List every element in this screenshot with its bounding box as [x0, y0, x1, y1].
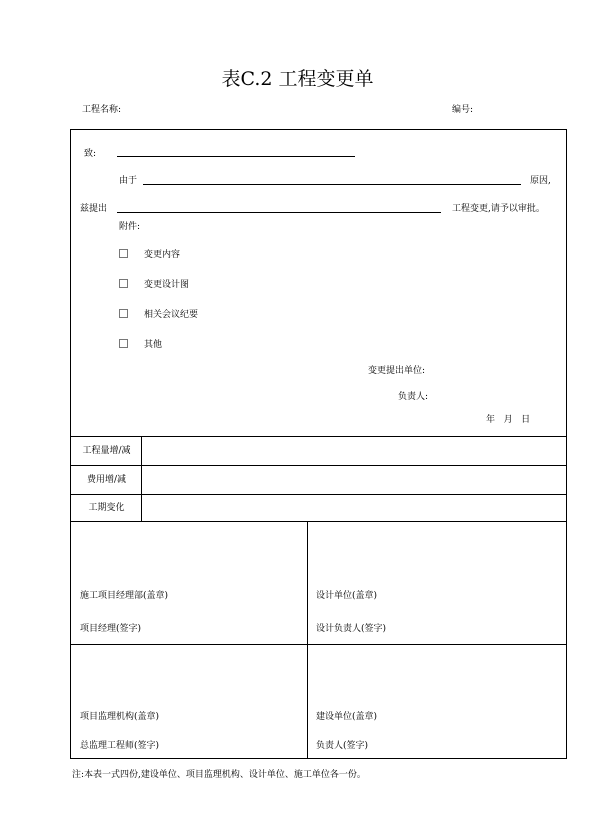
form-frame — [70, 129, 567, 759]
option-label: 相关会议纪要 — [144, 310, 199, 320]
row-label-cost: 费用增/减 — [86, 475, 127, 485]
signature-org: 项目监理机构(盖章) — [80, 712, 160, 722]
row-label-quantity: 工程量增/减 — [82, 446, 131, 456]
signature-org: 设计单位(盖章) — [316, 591, 378, 601]
option-checkbox[interactable] — [119, 309, 128, 318]
option-label: 变更设计图 — [144, 280, 190, 290]
date-label: 年 月 日 — [486, 415, 531, 425]
number-label: 编号: — [452, 105, 474, 115]
signature-org: 建设单位(盖章) — [316, 712, 378, 722]
reason-suffix: 原因, — [530, 176, 551, 186]
signature-person: 设计负责人(签字) — [316, 624, 387, 634]
reason-prefix: 由于 — [119, 176, 138, 186]
option-checkbox[interactable] — [119, 339, 128, 348]
proposer-unit-label: 变更提出单位: — [368, 366, 426, 376]
option-checkbox[interactable] — [119, 279, 128, 288]
propose-prefix: 兹提出 — [80, 204, 108, 214]
row-divider — [70, 465, 567, 466]
signature-person: 项目经理(签字) — [80, 624, 142, 634]
row-column-divider — [141, 436, 142, 521]
row-divider — [70, 436, 567, 437]
to-field-line[interactable] — [117, 156, 355, 157]
option-checkbox[interactable] — [119, 249, 128, 258]
propose-field-line[interactable] — [117, 212, 441, 213]
signature-row-divider — [70, 644, 567, 645]
project-name-label: 工程名称: — [82, 105, 122, 115]
option-label: 其他 — [144, 340, 163, 350]
row-divider — [70, 494, 567, 495]
reason-field-line[interactable] — [143, 184, 521, 185]
responsible-label: 负责人: — [398, 392, 429, 402]
row-label-schedule: 工期变化 — [88, 503, 125, 513]
signature-person: 总监理工程师(签字) — [80, 741, 160, 751]
row-divider — [70, 521, 567, 522]
footnote: 注:本表一式四份,建设单位、项目监理机构、设计单位、施工单位各一份。 — [72, 770, 366, 780]
to-label: 致: — [84, 149, 97, 159]
signature-column-divider — [307, 521, 308, 759]
page-title: 表C.2 工程变更单 — [221, 68, 374, 90]
signature-person: 负责人(签字) — [316, 741, 369, 751]
attachment-label: 附件: — [119, 222, 141, 232]
option-label: 变更内容 — [144, 250, 181, 260]
propose-suffix: 工程变更,请予以审批。 — [452, 204, 545, 214]
signature-org: 施工项目经理部(盖章) — [80, 591, 169, 601]
